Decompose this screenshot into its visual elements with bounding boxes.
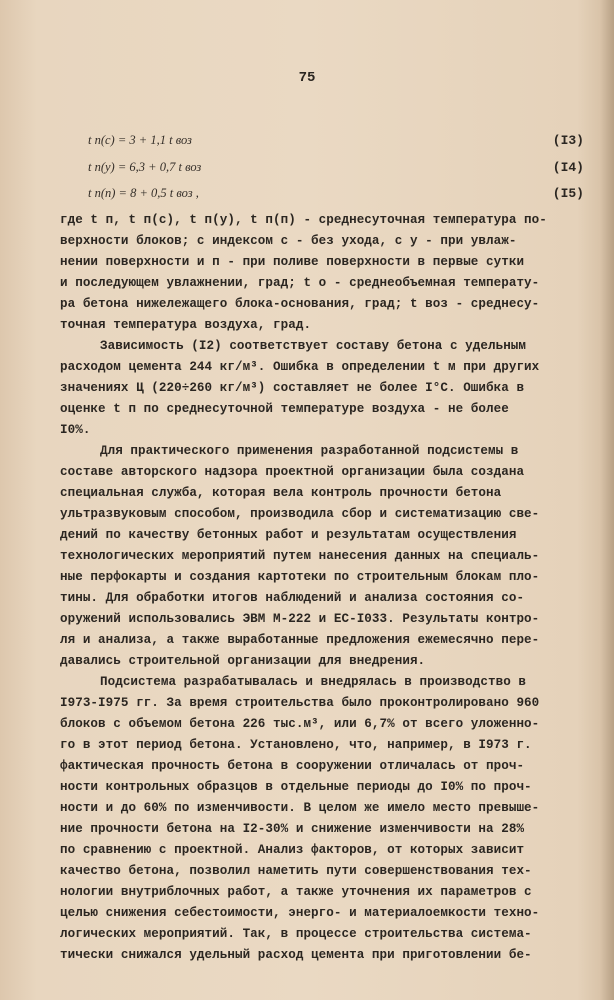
text-line: где t п, t п(с), t п(у), t п(п) - среднесуточная температура по- (60, 213, 547, 227)
text-line: технологических мероприятий путем нанесения данных на специаль- (60, 549, 540, 563)
paragraph-start: Для практического применения разработанной подсистемы в (100, 444, 519, 458)
formula-13: t п(с) = 3 + 1,1 t воз (88, 133, 192, 147)
formula-15: t п(п) = 8 + 0,5 t воз , (88, 186, 199, 200)
text-line: нологии внутриблочных работ, а также уточнения их параметров с (60, 885, 532, 899)
paragraph-start: Подсистема разрабатывалась и внедрялась в производство в (100, 675, 527, 689)
page-edge-shadow (600, 0, 614, 1000)
text-line: блоков с объемом бетона 226 тыс.м³, или 6,7% от всего уложенно- (60, 717, 540, 731)
text-line: фактическая прочность бетона в сооружении отличалась от проч- (60, 759, 525, 773)
text-line: ности и до 60% по изменчивости. В целом же имело место превыше- (60, 801, 540, 815)
text-line: логических мероприятий. Так, в процессе строительства система- (60, 927, 532, 941)
text-line: ра бетона нижележащего блока-основания, град; t воз - среднесу- (60, 297, 540, 311)
text-line: значениях Ц (220÷260 кг/м³) составляет не более I°С. Ошибка в (60, 381, 525, 395)
text-line: ние прочности бетона на I2-30% и снижение изменчивости на 28% (60, 822, 525, 836)
equation-number-14: (I4) (552, 160, 584, 175)
text-line: и последующем увлажнении, град; t о - среднеобъемная температу- (60, 276, 540, 290)
text-line: ля и анализа, а также выработанные предложения ежемесячно пере- (60, 633, 540, 647)
text-line: давались строительной организации для внедрения. (60, 654, 426, 668)
text-line: нении поверхности и п - при поливе поверхности в первые сутки (60, 255, 525, 269)
formula-14: t п(у) = 6,3 + 0,7 t воз (88, 160, 202, 174)
text-line: оценке t п по среднесуточной температуре воздуха - не более (60, 402, 509, 416)
text-line: тически снижался удельный расход цемента при приготовлении бе- (60, 948, 532, 962)
text-line: оружений использовались ЭВМ М-222 и ЕС-I033. Результаты контро- (60, 612, 540, 626)
equation-number-13: (I3) (552, 133, 584, 148)
text-line: целью снижения себестоимости, энерго- и материалоемкости техно- (60, 906, 540, 920)
text-line: составе авторского надзора проектной организации была создана (60, 465, 525, 479)
text-line: точная температура воздуха, град. (60, 318, 312, 332)
equation-number-15: (I5) (552, 186, 584, 201)
text-line: ультразвуковым способом, производила сбор и систематизацию све- (60, 507, 540, 521)
text-line: специальная служба, которая вела контроль прочности бетона (60, 486, 502, 500)
page-number: 75 (298, 70, 316, 86)
text-line: верхности блоков; с индексом с - без ухода, с у - при увлаж- (60, 234, 517, 248)
text-line: I0%. (60, 423, 91, 437)
text-line: по сравнению с проектной. Анализ факторов, от которых зависит (60, 843, 525, 857)
paragraph-start: Зависимость (I2) соответствует составу бетона с удельным (100, 339, 527, 353)
text-line: ности контрольных образцов в отдельные периоды до I0% по проч- (60, 780, 532, 794)
text-line: I973-I975 гг. За время строительства было проконтролировано 960 (60, 696, 540, 710)
text-line: расходом цемента 244 кг/м³. Ошибка в определении t м при других (60, 360, 540, 374)
text-line: тины. Для обработки итогов наблюдений и анализа состояния со- (60, 591, 525, 605)
text-line: го в этот период бетона. Установлено, что, например, в I973 г. (60, 738, 532, 752)
text-line: дений по качеству бетонных работ и результатам осуществления (60, 528, 517, 542)
text-line: ные перфокарты и создания картотеки по строительным блокам пло- (60, 570, 540, 584)
text-line: качество бетона, позволил наметить пути совершенствования тех- (60, 864, 532, 878)
